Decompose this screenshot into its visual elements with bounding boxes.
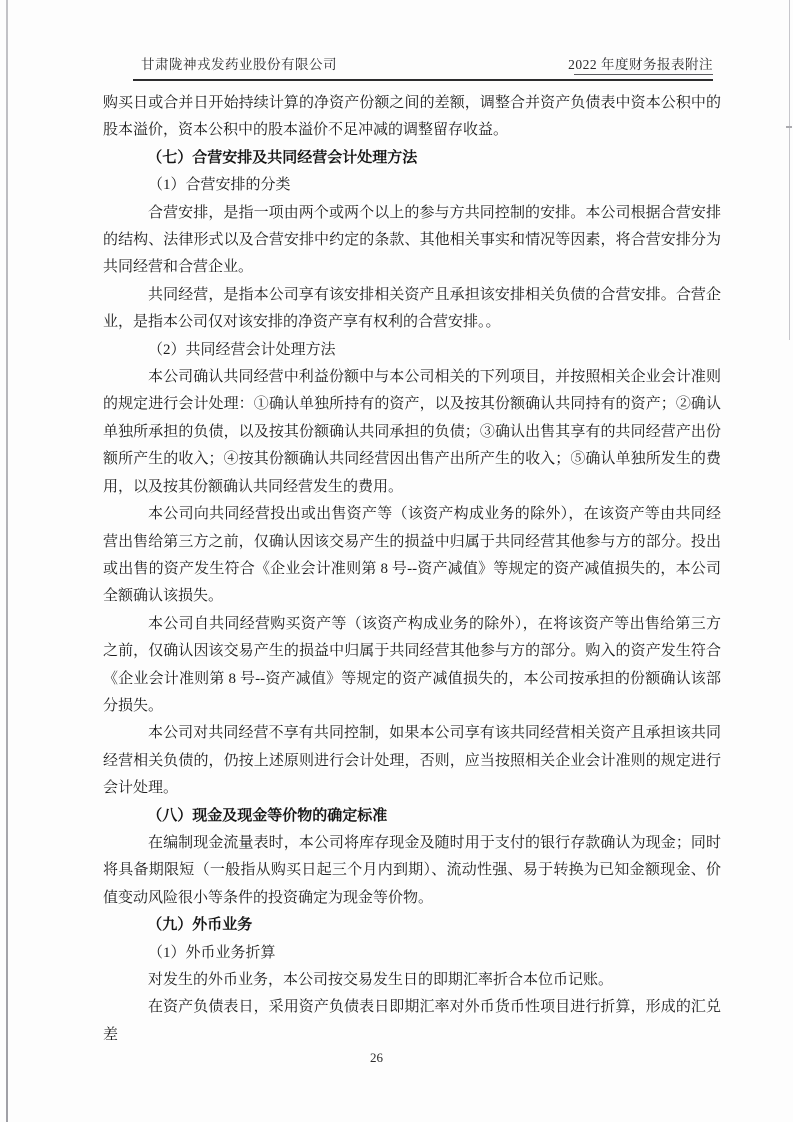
paragraph: 本公司自共同经营购买资产等（该资产构成业务的除外），在将该资产等出售给第三方之前，仅确认因该交易产生的损益中归属于共同经营其他参与方的部分。购入的资产发生符合《企业会计准则第 8 号--资产减值》等规定的资产减值损失的，本公司按承担的份额确认该部分损失。 — [103, 615, 721, 714]
section-heading: （七）合营安排及共同经营会计处理方法 — [147, 149, 418, 166]
scan-edge-mark — [786, 126, 792, 128]
paragraph: 本公司向共同经营投出或出售资产等（该资产构成业务的除外），在该资产等由共同经营出售给第三方之前，仅确认因该交易产生的损益中归属于共同经营其他参与方的部分。投出或出售的资产发生符合《企业会计准则第 8 号--资产减值》等规定的资产减值损失的，本公司全额确认该损失。 — [103, 506, 721, 605]
section-heading: （九）外币业务 — [147, 917, 253, 934]
paragraph: 本公司对共同经营不享有共同控制，如果本公司享有该共同经营相关资产且承担该共同经营相关负债的，仍按上述原则进行会计处理，否则，应当按照相关企业会计准则的规定进行会计处理。 — [103, 725, 721, 797]
page-footer — [0, 1050, 793, 1066]
header-company-name: 甘肃陇神戎发药业股份有限公司 — [141, 57, 337, 72]
page-number: 26 — [370, 1050, 383, 1065]
paragraph: 在资产负债表日，采用资产负债表日即期汇率对外币货币性项目进行折算，形成的汇兑差 — [103, 999, 721, 1043]
paragraph: 本公司确认共同经营中利益份额中与本公司相关的下列项目，并按照相关企业会计准则的规定进行会计处理：①确认单独所持有的资产，以及按其份额确认共同持有的资产；②确认单独所承担的负债，以及按其份额确认共同承担的负债；③确认出售其享有的共同经营产出份额所产生的收入；④按其份额确认共同经营因出售产出所产生的收入；⑤确认单独所发生的费用，以及按其份额确认共同经营发生的费用。 — [103, 369, 721, 495]
scan-edge-right-line — [789, 0, 790, 340]
sub-heading: （2）共同经营会计处理方法 — [148, 341, 336, 358]
paragraph: 共同经营，是指本公司享有该安排相关资产且承担该安排相关负债的合营安排。合营企业，是指本公司仅对该安排的净资产享有权利的合营安排。。 — [103, 286, 721, 331]
document-body — [103, 90, 721, 1049]
scan-edge-left-line — [6, 0, 8, 1122]
paragraph: 在编制现金流量表时，本公司将库存现金及随时用于支付的银行存款确认为现金；同时将具备期限短（一般指从购买日起三个月内到期）、流动性强、易于转换为已知金额现金、价值变动风险很小等条件的投资确定为现金等价物。 — [103, 834, 721, 906]
header-report-title: 2022 年度财务报表附注 — [568, 57, 713, 72]
page-header — [133, 53, 713, 81]
paragraph: 合营安排，是指一项由两个或两个以上的参与方共同控制的安排。本公司根据合营安排的结构、法律形式以及合营安排中约定的条款、其他相关事实和情况等因素，将合营安排分为共同经营和合营企业。 — [103, 204, 721, 276]
sub-heading: （1）外币业务折算 — [148, 944, 276, 961]
sub-heading: （1）合营安排的分类 — [148, 177, 291, 194]
paragraph: 购买日或合并日开始持续计算的净资产份额之间的差额，调整合并资产负债表中资本公积中的股本溢价，资本公积中的股本溢价不足冲减的调整留存收益。 — [103, 95, 721, 139]
paragraph: 对发生的外币业务，本公司按交易发生日的即期汇率折合本位币记账。 — [148, 972, 614, 988]
header-underline-artifact — [574, 74, 713, 75]
section-heading: （八）现金及现金等价物的确定标准 — [147, 807, 388, 824]
